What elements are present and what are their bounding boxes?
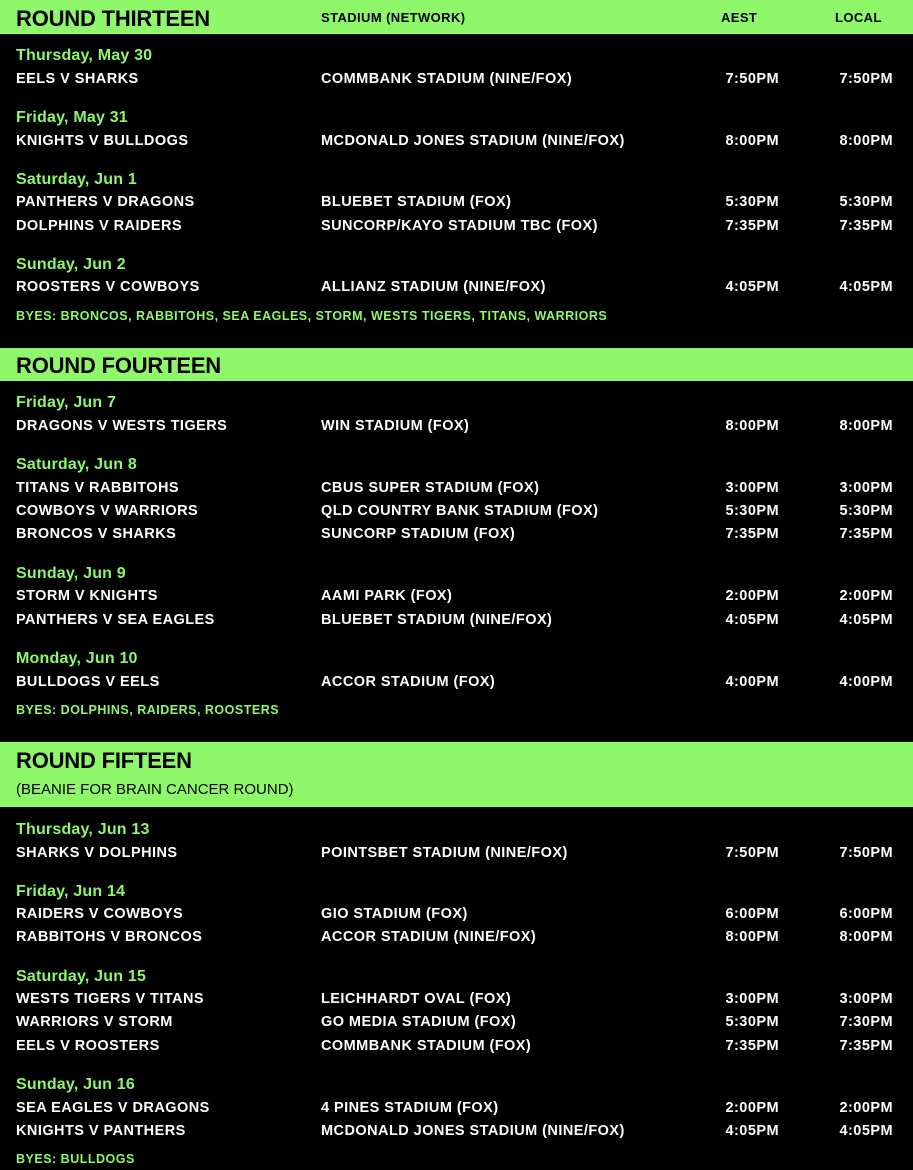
fixture-local-time: 8:00PM xyxy=(839,418,893,434)
stadium-column-header: STADIUM (NETWORK) xyxy=(321,10,466,25)
fixture-local-time: 7:50PM xyxy=(839,71,893,87)
fixture-aest-time: 7:50PM xyxy=(725,845,779,861)
fixture-aest-time: 8:00PM xyxy=(725,929,779,945)
fixture-row xyxy=(0,133,913,153)
fixture-teams: KNIGHTS V BULLDOGS xyxy=(16,133,189,149)
fixture-aest-time: 4:00PM xyxy=(725,674,779,690)
fixture-venue: GIO STADIUM (FOX) xyxy=(321,906,468,922)
fixture-teams: EELS V ROOSTERS xyxy=(16,1038,160,1054)
fixture-local-time: 4:05PM xyxy=(839,1123,893,1139)
fixture-aest-time: 7:50PM xyxy=(725,71,779,87)
fixture-aest-time: 6:00PM xyxy=(725,906,779,922)
fixture-row xyxy=(0,845,913,865)
fixture-teams: WARRIORS V STORM xyxy=(16,1014,173,1030)
fixture-local-time: 5:30PM xyxy=(839,503,893,519)
fixture-local-time: 8:00PM xyxy=(839,133,893,149)
fixture-venue: QLD COUNTRY BANK STADIUM (FOX) xyxy=(321,503,599,519)
fixture-row xyxy=(0,1038,913,1058)
fixture-venue: SUNCORP/KAYO STADIUM TBC (FOX) xyxy=(321,218,598,234)
fixture-aest-time: 7:35PM xyxy=(725,218,779,234)
fixture-venue: COMMBANK STADIUM (NINE/FOX) xyxy=(321,71,573,87)
fixture-aest-time: 2:00PM xyxy=(725,588,779,604)
fixture-teams: BULLDOGS V EELS xyxy=(16,674,160,690)
fixture-row xyxy=(0,480,913,500)
day-heading: Thursday, May 30 xyxy=(16,47,153,64)
fixture-aest-time: 4:05PM xyxy=(725,279,779,295)
round-subtitle: (BEANIE FOR BRAIN CANCER ROUND) xyxy=(16,781,294,798)
fixture-aest-time: 5:30PM xyxy=(725,503,779,519)
fixture-teams: BRONCOS V SHARKS xyxy=(16,526,177,542)
fixture-row xyxy=(0,991,913,1011)
fixture-venue: COMMBANK STADIUM (FOX) xyxy=(321,1038,532,1054)
fixture-teams: WESTS TIGERS V TITANS xyxy=(16,991,205,1007)
fixture-row xyxy=(0,418,913,438)
fixture-row xyxy=(0,503,913,523)
fixture-local-time: 7:30PM xyxy=(839,1014,893,1030)
fixture-venue: BLUEBET STADIUM (NINE/FOX) xyxy=(321,612,553,628)
fixture-row xyxy=(0,1100,913,1120)
fixture-venue: SUNCORP STADIUM (FOX) xyxy=(321,526,516,542)
fixture-row xyxy=(0,526,913,546)
day-heading: Friday, Jun 7 xyxy=(16,394,117,411)
fixture-teams: PANTHERS V SEA EAGLES xyxy=(16,612,215,628)
fixture-local-time: 3:00PM xyxy=(839,991,893,1007)
day-heading: Saturday, Jun 8 xyxy=(16,456,137,473)
fixture-row xyxy=(0,279,913,299)
day-heading: Friday, May 31 xyxy=(16,109,128,126)
fixture-local-time: 7:35PM xyxy=(839,1038,893,1054)
fixture-aest-time: 4:05PM xyxy=(725,612,779,628)
fixture-teams: DRAGONS V WESTS TIGERS xyxy=(16,418,228,434)
fixture-aest-time: 8:00PM xyxy=(725,133,779,149)
local-column-header: LOCAL xyxy=(835,10,882,25)
fixture-local-time: 7:35PM xyxy=(839,526,893,542)
day-heading: Saturday, Jun 15 xyxy=(16,968,147,985)
day-heading: Monday, Jun 10 xyxy=(16,650,138,667)
round-title: ROUND THIRTEEN xyxy=(16,6,210,31)
fixture-venue: ACCOR STADIUM (NINE/FOX) xyxy=(321,929,537,945)
fixture-venue: 4 PINES STADIUM (FOX) xyxy=(321,1100,499,1116)
fixture-teams: SEA EAGLES V DRAGONS xyxy=(16,1100,210,1116)
fixture-aest-time: 4:05PM xyxy=(725,1123,779,1139)
day-heading: Friday, Jun 14 xyxy=(16,883,126,900)
fixture-teams: EELS V SHARKS xyxy=(16,71,139,87)
aest-column-header: AEST xyxy=(721,10,758,25)
fixture-teams: COWBOYS V WARRIORS xyxy=(16,503,199,519)
day-heading: Thursday, Jun 13 xyxy=(16,821,150,838)
fixture-teams: SHARKS V DOLPHINS xyxy=(16,845,178,861)
fixture-venue: BLUEBET STADIUM (FOX) xyxy=(321,194,512,210)
fixture-local-time: 7:35PM xyxy=(839,218,893,234)
fixture-aest-time: 5:30PM xyxy=(725,1014,779,1030)
fixture-venue: CBUS SUPER STADIUM (FOX) xyxy=(321,480,540,496)
day-heading: Sunday, Jun 9 xyxy=(16,565,126,582)
round-header xyxy=(0,348,913,381)
day-heading: Sunday, Jun 2 xyxy=(16,256,126,273)
fixture-aest-time: 2:00PM xyxy=(725,1100,779,1116)
round-title: ROUND FOURTEEN xyxy=(16,353,221,378)
fixture-row xyxy=(0,612,913,632)
day-heading: Sunday, Jun 16 xyxy=(16,1076,135,1093)
fixture-row xyxy=(0,1014,913,1034)
fixture-venue: POINTSBET STADIUM (NINE/FOX) xyxy=(321,845,568,861)
fixture-venue: MCDONALD JONES STADIUM (NINE/FOX) xyxy=(321,133,625,149)
round-title: ROUND FIFTEEN xyxy=(16,748,192,773)
fixture-local-time: 4:05PM xyxy=(839,612,893,628)
fixture-aest-time: 3:00PM xyxy=(725,480,779,496)
fixture-aest-time: 8:00PM xyxy=(725,418,779,434)
fixture-teams: KNIGHTS V PANTHERS xyxy=(16,1123,186,1139)
fixture-teams: RAIDERS V COWBOYS xyxy=(16,906,184,922)
byes-line: BYES: BULLDOGS xyxy=(16,1152,135,1166)
fixture-local-time: 3:00PM xyxy=(839,480,893,496)
fixture-row xyxy=(0,1123,913,1143)
fixture-teams: DOLPHINS V RAIDERS xyxy=(16,218,183,234)
fixture-row xyxy=(0,588,913,608)
fixture-venue: ACCOR STADIUM (FOX) xyxy=(321,674,496,690)
round-header xyxy=(0,742,913,807)
fixture-venue: ALLIANZ STADIUM (NINE/FOX) xyxy=(321,279,546,295)
fixture-teams: RABBITOHS V BRONCOS xyxy=(16,929,203,945)
round-header xyxy=(0,0,913,34)
fixture-aest-time: 3:00PM xyxy=(725,991,779,1007)
fixture-row xyxy=(0,194,913,214)
fixture-teams: ROOSTERS V COWBOYS xyxy=(16,279,200,295)
fixture-local-time: 7:50PM xyxy=(839,845,893,861)
fixture-venue: GO MEDIA STADIUM (FOX) xyxy=(321,1014,517,1030)
fixture-local-time: 6:00PM xyxy=(839,906,893,922)
fixture-aest-time: 7:35PM xyxy=(725,1038,779,1054)
byes-line: BYES: DOLPHINS, RAIDERS, ROOSTERS xyxy=(16,703,280,717)
fixture-local-time: 2:00PM xyxy=(839,1100,893,1116)
fixture-teams: TITANS V RABBITOHS xyxy=(16,480,180,496)
fixture-aest-time: 7:35PM xyxy=(725,526,779,542)
fixture-local-time: 2:00PM xyxy=(839,588,893,604)
fixture-local-time: 5:30PM xyxy=(839,194,893,210)
fixture-local-time: 4:05PM xyxy=(839,279,893,295)
fixture-row xyxy=(0,674,913,694)
fixture-teams: PANTHERS V DRAGONS xyxy=(16,194,195,210)
fixture-venue: LEICHHARDT OVAL (FOX) xyxy=(321,991,512,1007)
fixture-local-time: 4:00PM xyxy=(839,674,893,690)
fixture-row xyxy=(0,218,913,238)
fixture-aest-time: 5:30PM xyxy=(725,194,779,210)
day-heading: Saturday, Jun 1 xyxy=(16,171,137,188)
fixture-teams: STORM V KNIGHTS xyxy=(16,588,158,604)
fixture-venue: WIN STADIUM (FOX) xyxy=(321,418,470,434)
fixture-row xyxy=(0,71,913,91)
fixture-venue: MCDONALD JONES STADIUM (NINE/FOX) xyxy=(321,1123,625,1139)
fixture-local-time: 8:00PM xyxy=(839,929,893,945)
fixture-row xyxy=(0,906,913,926)
byes-line: BYES: BRONCOS, RABBITOHS, SEA EAGLES, STORM, WESTS TIGERS, TITANS, WARRIORS xyxy=(16,309,608,323)
fixture-row xyxy=(0,929,913,949)
fixture-venue: AAMI PARK (FOX) xyxy=(321,588,453,604)
